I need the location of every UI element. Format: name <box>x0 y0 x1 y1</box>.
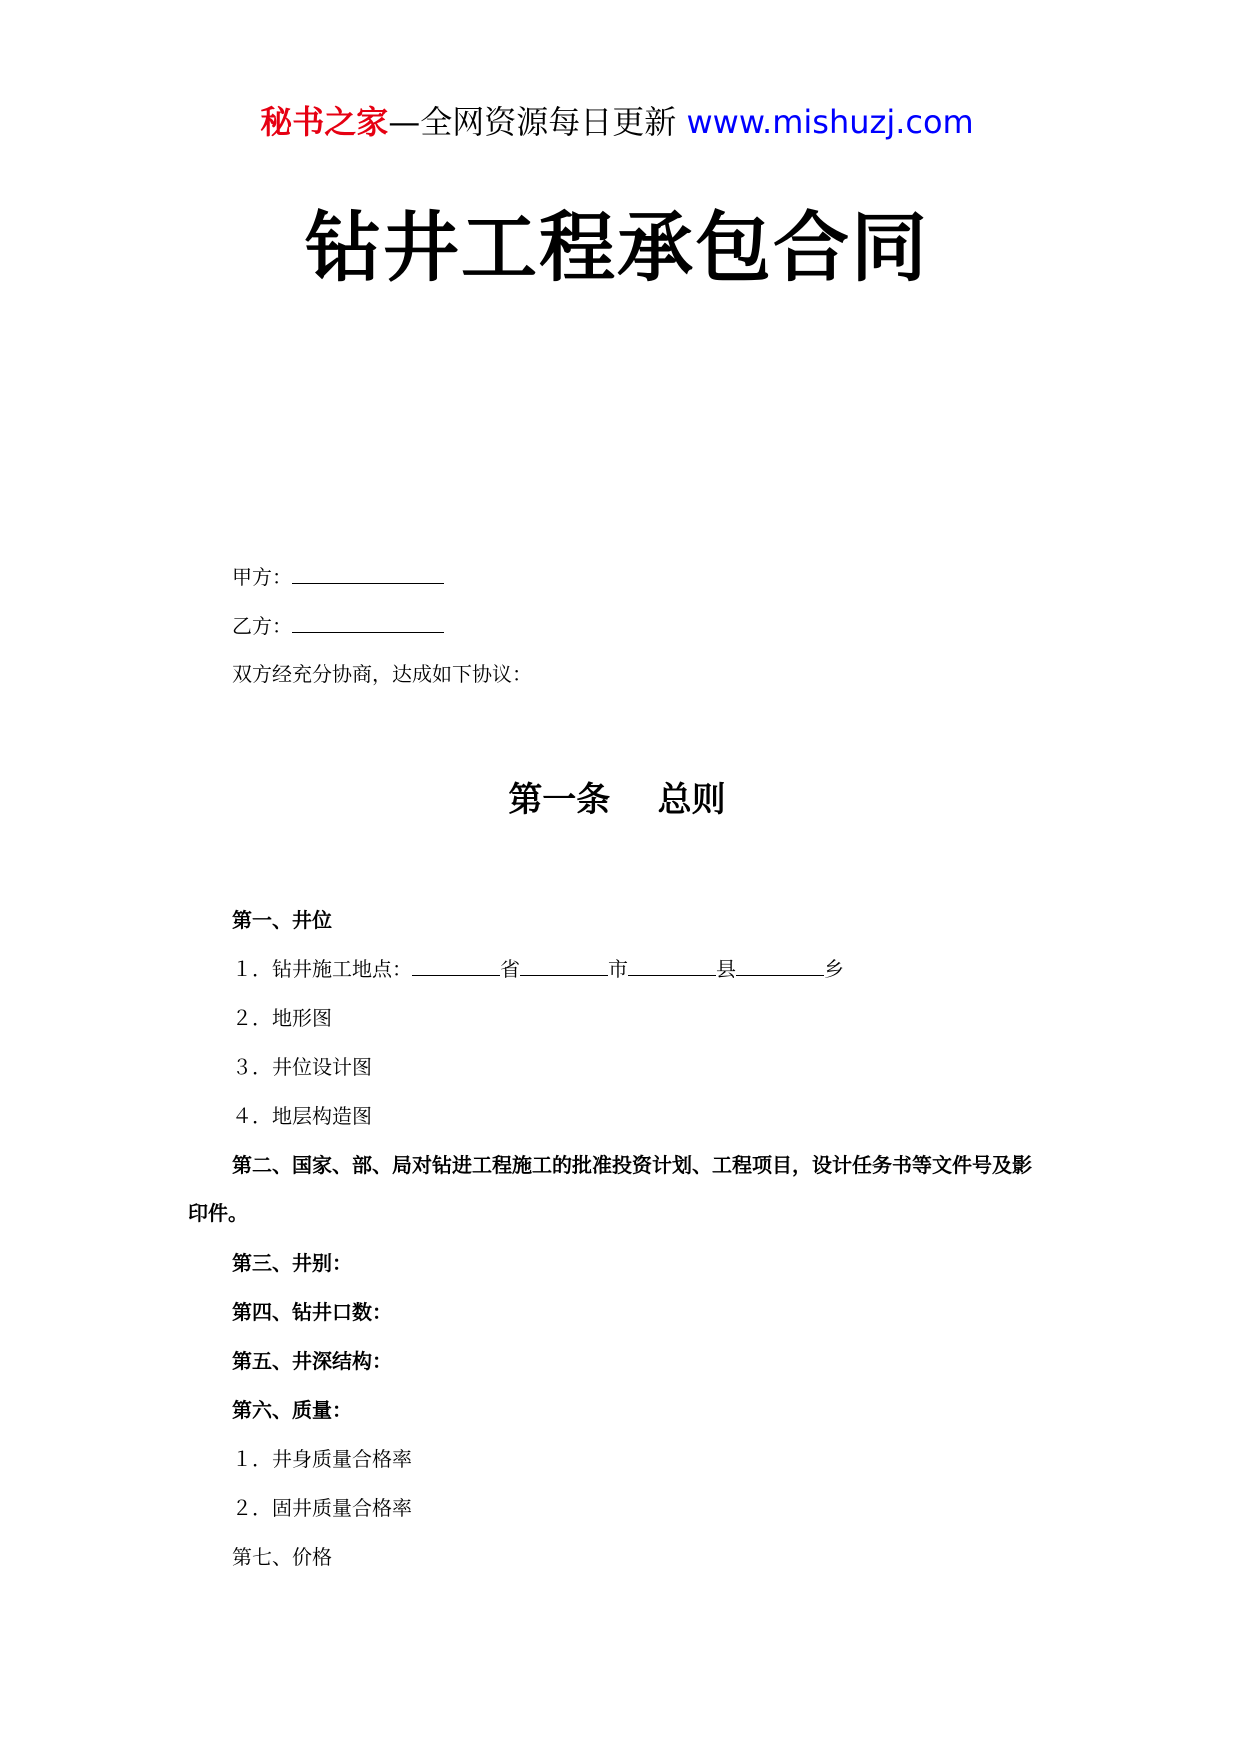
item-6-sub-1: １．井身质量合格率 <box>232 1447 412 1471</box>
item-1-sub-3: ３．井位设计图 <box>232 1055 372 1079</box>
header-slogan: —全网资源每日更新 <box>388 103 677 141</box>
item-6-heading: 第六、质量： <box>232 1398 352 1422</box>
item-1-heading: 第一、井位 <box>232 908 332 932</box>
party-a-line <box>232 563 444 591</box>
town-blank <box>736 957 824 976</box>
header-url[interactable]: www.mishuzj.com <box>686 103 974 141</box>
item-1-sub-4: ４．地层构造图 <box>232 1104 372 1128</box>
item-4: 第四、钻井口数： <box>232 1300 392 1324</box>
agreement-statement: 双方经充分协商，达成如下协议： <box>232 662 532 686</box>
item-2-paragraph: 第二、国家、部、局对钻进工程施工的批准投资计划、工程项目，设计任务书等文件号及影印件。 <box>188 1153 1032 1225</box>
item-1-sub-2: ２．地形图 <box>232 1006 332 1030</box>
party-b-blank <box>292 614 444 633</box>
party-b-line <box>232 612 444 640</box>
city-label: 市 <box>608 957 628 981</box>
county-blank <box>628 957 716 976</box>
site-header <box>0 102 1234 142</box>
city-blank <box>520 957 608 976</box>
location-prefix: １．钻井施工地点： <box>232 957 412 981</box>
party-a-label: 甲方： <box>232 565 292 589</box>
town-label: 乡 <box>824 957 844 981</box>
section-title: 第一条 总则 <box>508 780 726 820</box>
item-6-sub-2: ２．固井质量合格率 <box>232 1496 412 1520</box>
province-blank <box>412 957 500 976</box>
document-title: 钻井工程承包合同 <box>305 203 929 292</box>
party-a-blank <box>292 565 444 584</box>
brand-name: 秘书之家 <box>260 103 389 141</box>
county-label: 县 <box>716 957 736 981</box>
item-5: 第五、井深结构： <box>232 1349 392 1373</box>
item-7: 第七、价格 <box>232 1545 332 1569</box>
party-b-label: 乙方： <box>232 614 292 638</box>
province-label: 省 <box>500 957 520 981</box>
item-3: 第三、井别： <box>232 1251 352 1275</box>
item-1-location-line <box>232 955 844 983</box>
